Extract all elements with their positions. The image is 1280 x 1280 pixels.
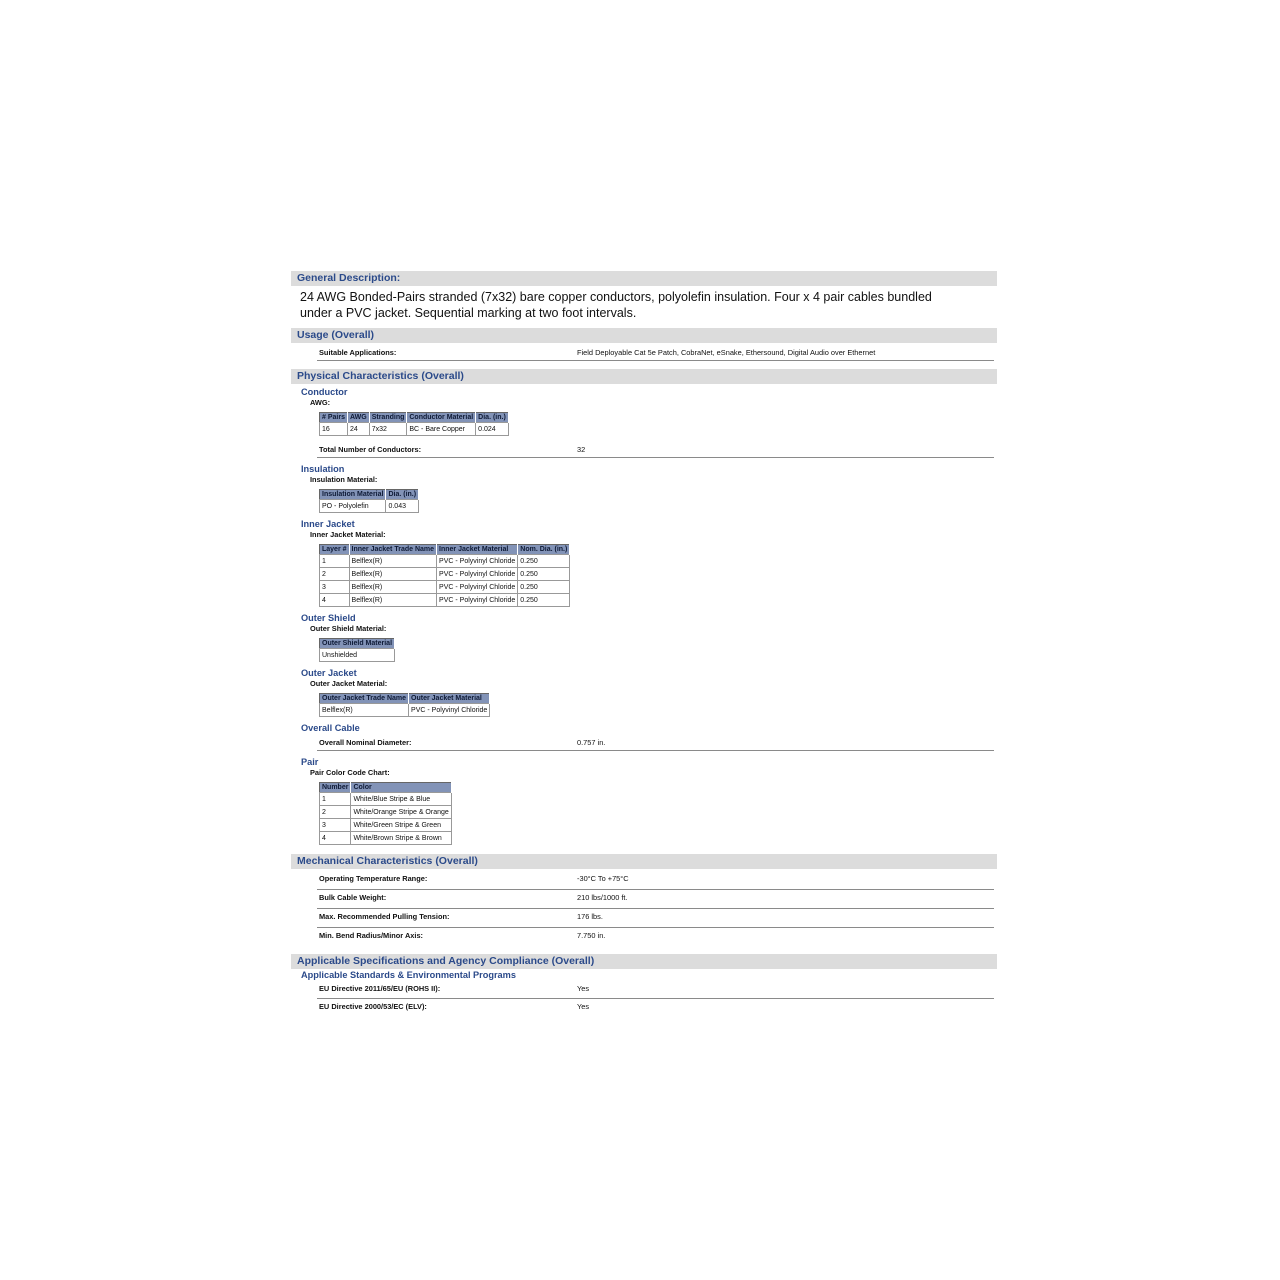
table-header-cell: Insulation Material (320, 490, 386, 500)
usage-heading: Usage (Overall) (291, 328, 997, 343)
pair-color-table (319, 782, 452, 845)
insulation-table (319, 489, 419, 513)
table-row (320, 832, 452, 845)
overall-diameter-value: 0.757 in. (577, 738, 606, 747)
elv-label: EU Directive 2000/53/EC (ELV): (319, 1002, 427, 1011)
compliance-row (317, 981, 994, 999)
outer-shield-title: Outer Shield (301, 613, 356, 623)
table-row (320, 500, 419, 513)
table-header-cell: Inner Jacket Trade Name (349, 545, 437, 555)
table-cell: PVC - Polyvinyl Chloride (409, 704, 490, 717)
pulling-tension-value: 176 lbs. (577, 912, 603, 921)
table-cell: 0.250 (518, 594, 570, 607)
table-header-cell: AWG (347, 413, 369, 423)
inner-jacket-material-label: Inner Jacket Material: (310, 530, 386, 539)
conductor-table (319, 412, 509, 436)
mechanical-heading: Mechanical Characteristics (Overall) (291, 854, 997, 869)
overall-diameter-label: Overall Nominal Diameter: (319, 738, 412, 747)
table-cell: PVC - Polyvinyl Chloride (437, 594, 518, 607)
mechanical-rows (291, 871, 997, 946)
table-header-row (320, 783, 452, 793)
operating-temp-label: Operating Temperature Range: (319, 874, 428, 883)
table-cell: 0.250 (518, 555, 570, 568)
table-cell: PVC - Polyvinyl Chloride (437, 568, 518, 581)
table-cell: White/Blue Stripe & Blue (351, 793, 451, 806)
table-header-cell: Dia. (in.) (476, 413, 509, 423)
table-row (320, 704, 490, 717)
table-row (320, 649, 395, 662)
table-header-cell: # Pairs (320, 413, 348, 423)
table-header-cell: Stranding (369, 413, 407, 423)
table-header-cell: Number (320, 783, 351, 793)
table-cell: 3 (320, 581, 350, 594)
table-header-row (320, 413, 509, 423)
pair-color-chart-label: Pair Color Code Chart: (310, 768, 390, 777)
table-header-row (320, 545, 570, 555)
table-header-row (320, 490, 419, 500)
outer-shield-material-label: Outer Shield Material: (310, 624, 387, 633)
table-header-row (320, 639, 395, 649)
operating-temp-value: -30°C To +75°C (577, 874, 629, 883)
table-cell: White/Green Stripe & Green (351, 819, 451, 832)
table-row (320, 581, 570, 594)
outer-jacket-title: Outer Jacket (301, 668, 357, 678)
table-cell: 0.250 (518, 568, 570, 581)
bend-radius-value: 7.750 in. (577, 931, 606, 940)
insulation-title: Insulation (301, 464, 345, 474)
suitable-applications-label: Suitable Applications: (319, 348, 397, 357)
outer-jacket-material-label: Outer Jacket Material: (310, 679, 388, 688)
mechanical-row (317, 909, 994, 928)
elv-value: Yes (577, 1002, 590, 1011)
table-row (320, 568, 570, 581)
table-cell: 2 (320, 568, 350, 581)
conductor-title: Conductor (301, 387, 348, 397)
table-row (320, 806, 452, 819)
awg-label: AWG: (310, 398, 331, 407)
table-cell: PVC - Polyvinyl Chloride (437, 581, 518, 594)
bend-radius-label: Min. Bend Radius/Minor Axis: (319, 931, 424, 940)
table-row (320, 423, 509, 436)
table-cell: 4 (320, 594, 350, 607)
table-cell: White/Orange Stripe & Orange (351, 806, 451, 819)
mechanical-row (317, 890, 994, 909)
table-cell: 0.043 (386, 500, 419, 513)
table-row (320, 555, 570, 568)
inner-jacket-table (319, 544, 570, 607)
general-description-heading: General Description: (291, 271, 997, 286)
table-cell: 1 (320, 555, 350, 568)
total-conductors-label: Total Number of Conductors: (319, 445, 422, 454)
table-cell: 4 (320, 832, 351, 845)
table-cell: 0.024 (476, 423, 509, 436)
table-row (320, 793, 452, 806)
table-header-cell: Outer Shield Material (320, 639, 395, 649)
rohs-value: Yes (577, 984, 590, 993)
usage-row (317, 345, 994, 361)
insulation-material-label: Insulation Material: (310, 475, 378, 484)
bulk-weight-value: 210 lbs/1000 ft. (577, 893, 628, 902)
pair-title: Pair (301, 757, 319, 767)
mechanical-row (317, 871, 994, 890)
general-description-text: 24 AWG Bonded-Pairs stranded (7x32) bare copper conductors, polyolefin insulation. Four x 4 pair cables bundled under a PVC jacket. Sequential marking at two foot intervals. (300, 290, 932, 320)
table-header-cell: Color (351, 783, 451, 793)
standards-subheading: Applicable Standards & Environmental Programs (301, 970, 516, 980)
table-header-cell: Outer Jacket Trade Name (320, 694, 409, 704)
total-conductors-value: 32 (577, 445, 586, 454)
table-row (320, 819, 452, 832)
table-cell: 7x32 (369, 423, 407, 436)
table-header-cell: Conductor Material (407, 413, 476, 423)
overall-cable-title: Overall Cable (301, 723, 360, 733)
table-cell: 16 (320, 423, 348, 436)
table-header-row (320, 694, 490, 704)
table-cell: PO - Polyolefin (320, 500, 386, 513)
table-cell: White/Brown Stripe & Brown (351, 832, 451, 845)
table-cell: Belflex(R) (349, 568, 437, 581)
table-cell: BC - Bare Copper (407, 423, 476, 436)
table-cell: Belflex(R) (349, 555, 437, 568)
total-conductors-row (317, 442, 994, 458)
rohs-label: EU Directive 2011/65/EU (ROHS II): (319, 984, 441, 993)
table-cell: Belflex(R) (349, 581, 437, 594)
suitable-applications-value: Field Deployable Cat 5e Patch, CobraNet, eSnake, Ethersound, Digital Audio over Ethernet (577, 348, 876, 357)
table-cell: Belflex(R) (320, 704, 409, 717)
outer-jacket-table (319, 693, 490, 717)
outer-shield-table (319, 638, 395, 662)
overall-diameter-row (317, 735, 994, 751)
table-cell: 24 (347, 423, 369, 436)
table-cell: 2 (320, 806, 351, 819)
table-header-cell: Dia. (in.) (386, 490, 419, 500)
table-header-cell: Nom. Dia. (in.) (518, 545, 570, 555)
table-header-cell: Outer Jacket Material (409, 694, 490, 704)
compliance-heading: Applicable Specifications and Agency Compliance (Overall) (291, 954, 997, 969)
mechanical-row (317, 928, 994, 946)
table-cell: 1 (320, 793, 351, 806)
datasheet (291, 271, 997, 1016)
table-row (320, 594, 570, 607)
bulk-weight-label: Bulk Cable Weight: (319, 893, 387, 902)
table-header-cell: Layer # (320, 545, 350, 555)
table-header-cell: Inner Jacket Material (437, 545, 518, 555)
table-cell: Unshielded (320, 649, 395, 662)
inner-jacket-title: Inner Jacket (301, 519, 355, 529)
physical-heading: Physical Characteristics (Overall) (291, 369, 997, 384)
table-cell: 0.250 (518, 581, 570, 594)
table-cell: PVC - Polyvinyl Chloride (437, 555, 518, 568)
compliance-row (317, 999, 994, 1016)
table-cell: Belflex(R) (349, 594, 437, 607)
table-cell: 3 (320, 819, 351, 832)
pulling-tension-label: Max. Recommended Pulling Tension: (319, 912, 450, 921)
